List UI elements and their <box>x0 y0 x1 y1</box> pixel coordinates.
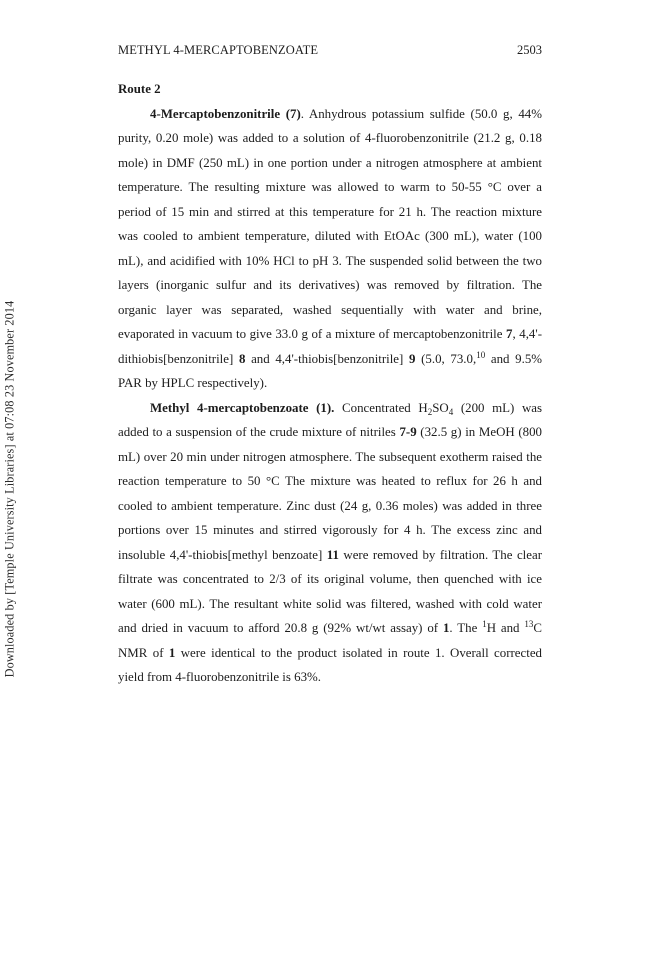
para2-text-b: SO <box>432 400 449 415</box>
compound-range-7-9: 7-9 <box>399 425 417 439</box>
para2-text-f: . The <box>449 621 483 635</box>
section-heading: Route 2 <box>118 82 161 96</box>
para2-text-i: were identical to the product isolated in route 1. Overall corrected yield from 4-fluorobenzonitrile is 63%. <box>118 645 542 684</box>
compound-number-7: 7 <box>506 327 513 341</box>
para2-text-c: (200 mL) was added to a suspension of the crude mixture of nitriles <box>118 400 542 439</box>
compound-name-1: Methyl 4-mercaptobenzoate (1). <box>150 400 335 415</box>
subscript-4: 4 <box>448 406 454 417</box>
subscript-2: 2 <box>427 406 433 417</box>
page-number: 2503 <box>517 43 542 57</box>
download-watermark <box>0 0 20 959</box>
para2-text-a: Concentrated H <box>334 400 428 415</box>
download-note: Downloaded by [Temple University Libraries] at 07:08 23 November 2014 <box>2 300 17 678</box>
compound-number-8: 8 <box>238 351 246 366</box>
running-header <box>118 43 542 59</box>
paragraph-4-mercaptobenzonitrile <box>118 102 542 396</box>
reference-10: 10 <box>476 349 486 360</box>
para2-text-g: H and <box>486 621 525 635</box>
superscript-1: 1 <box>482 619 487 629</box>
compound-number-9: 9 <box>409 351 416 366</box>
para2-text-d: (32.5 g) in MeOH (800 mL) over 20 min under nitrogen atmosphere. The subsequent exotherm raised the reaction temperature to 50 °C The mixture was heated to reflux for 26 h and cooled to ambient temperature. Zinc dust (24 g, 0.36 moles) was added in three portions over 15 minutes and stirred vigorously for 4 h. The excess zinc and insoluble 4,4'-thiobis[methyl benzoate] <box>118 425 542 562</box>
para1-text-a: . Anhydrous potassium sulfide (50.0 g, 44% purity, 0.20 mole) was added to a solution of 4-fluorobenzonitrile (21.2 g, 0.18 mole) in DMF (250 mL) in one portion under a nitrogen atmosphere at ambient temperature. The resulting mixture was allowed to warm to 50-55 °C over a period of 15 min and stirred at this temperature for 21 h. The reaction mixture was cooled to ambient temperature, diluted with EtOAc (300 mL), water (100 mL), and acidified with 10% HCl to pH 3. The suspended solid between the two layers (inorganic sulfur and its derivatives) was removed by filtration. The organic layer was separated, washed sequentially with water and brine, evaporated in vacuum to give 33.0 g of a mixture of mercaptobenzonitrile <box>118 106 542 341</box>
compound-name-7: 4-Mercaptobenzonitrile (7) <box>150 106 301 121</box>
para1-text-b: , 4,4'-dithiobis[benzonitrile] <box>118 327 542 366</box>
para2-text-e: were removed by filtration. The clear filtrate was concentrated to 2/3 of its original volume, then quenched with ice water (600 mL). The resultant white solid was filtered, washed with cold water and dried in vacuum to afford 20.8 g (92% wt/wt assay) of <box>118 547 542 635</box>
compound-number-1-second: 1 <box>168 645 176 660</box>
compound-number-11: 11 <box>326 547 339 562</box>
compound-number-1: 1 <box>442 621 450 635</box>
running-title: METHYL 4-MERCAPTOBENZOATE <box>118 43 319 57</box>
paragraph-methyl-4-mercaptobenzoate <box>118 396 542 690</box>
superscript-13: 13 <box>524 619 534 629</box>
para1-text-e: and 9.5% PAR by HPLC respectively). <box>118 351 542 390</box>
para1-text-c: and 4,4'-thiobis[benzonitrile] <box>245 351 409 366</box>
article-body <box>118 77 542 690</box>
para1-text-d: (5.0, 73.0, <box>415 351 477 366</box>
para2-text-h: C NMR of <box>118 621 542 660</box>
